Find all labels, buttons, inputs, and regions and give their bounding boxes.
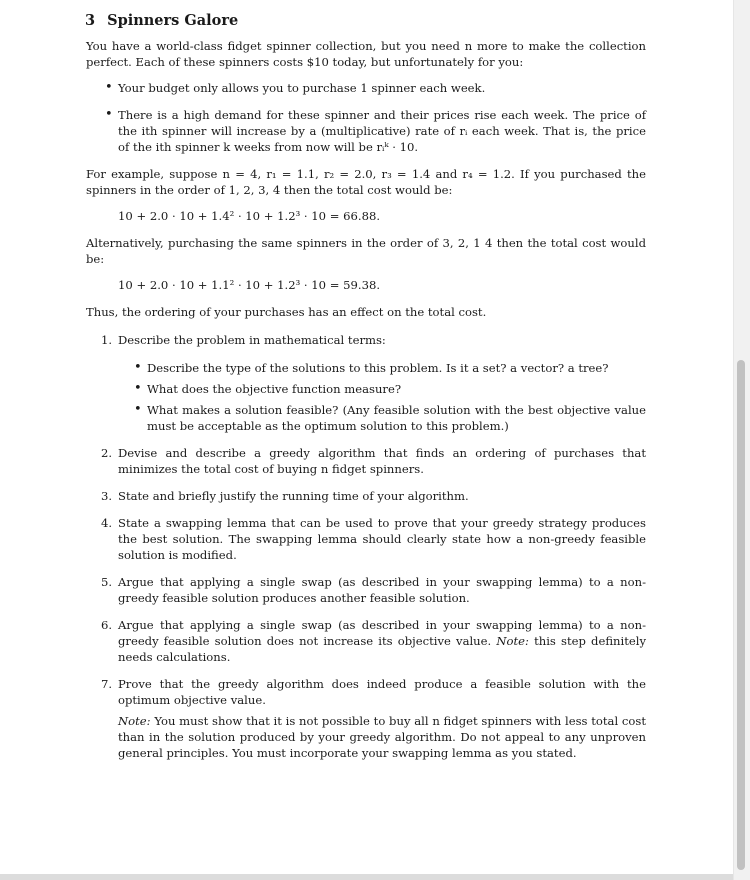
note-label: Note:: [496, 634, 529, 648]
equation-second-order: 10 + 2.0 · 10 + 1.1² · 10 + 1.2³ · 10 = 59.38.: [118, 278, 381, 292]
section-title: Spinners Galore: [107, 12, 239, 29]
task-item-2: [101, 445, 646, 477]
task-item-6: [101, 617, 647, 665]
bottom-edge: [0, 874, 733, 880]
example-paragraph: For example, suppose n = 4, r₁ = 1.1, r₂ = 2.0, r₃ = 1.4 and r₄ = 1.2. If you purchased the spinners in the order of 1, 2, 3, 4 then the total cost would be:: [86, 167, 646, 197]
task-sublist: [118, 360, 646, 434]
intro-paragraph: You have a world-class fidget spinner collection, but you need n more to make the collection perfect. Each of these spinners costs $10 today, but unfortunately for you:: [86, 39, 646, 69]
task-item-5: [101, 574, 646, 606]
constraint-item-budget: • Your budget only allows you to purchase 1 spinner each week.: [118, 80, 646, 96]
task-text: Argue that applying a single swap (as described in your swapping lemma) to a non-greedy feasible solution produces another feasible solution.: [118, 575, 646, 605]
alternative-paragraph: Alternatively, purchasing the same spinners in the order of 3, 2, 1 4 then the total cost would be:: [86, 236, 646, 266]
subtask-feasibility: • What makes a solution feasible? (Any feasible solution with the best objective value must be acceptable as the optimum solution to this problem.): [147, 402, 646, 434]
subtask-solution-type: • Describe the type of the solutions to this problem. Is it a set? a vector? a tree?: [147, 360, 646, 376]
task-text: Argue that applying a single swap (as described in your swapping lemma) to a non-greedy feasible solution does not increase its objective value.: [118, 618, 646, 648]
task-marker: 2.: [101, 446, 113, 460]
section-heading: [85, 13, 646, 29]
task-marker: 3.: [101, 489, 113, 503]
task-marker: 4.: [101, 516, 113, 530]
task-text: Prove that the greedy algorithm does indeed produce a feasible solution with the optimum objective value.: [118, 677, 646, 707]
task-marker: 5.: [101, 575, 113, 589]
section-number: 3: [85, 12, 96, 29]
constraint-item-price: • There is a high demand for these spinner and their prices rise each week. The price of the ith spinner will increase by a (multiplicative) rate of rᵢ each week. That is, the price of the ith spinner k weeks from now will be rᵢᵏ · 10.: [118, 107, 646, 155]
task-item-4: [101, 515, 646, 563]
task-marker: 1.: [101, 333, 113, 347]
conclusion-paragraph: Thus, the ordering of your purchases has an effect on the total cost.: [86, 305, 487, 319]
task-item-7: [101, 676, 646, 761]
constraint-list: [86, 80, 646, 155]
task-item-1: [101, 332, 646, 434]
equation-first-order: 10 + 2.0 · 10 + 1.4² · 10 + 1.2³ · 10 = 66.88.: [118, 209, 381, 223]
task-marker: 6.: [101, 618, 113, 632]
task-text: Devise and describe a greedy algorithm that finds an ordering of purchases that minimizes the total cost of buying n fidget spinners.: [118, 446, 646, 476]
task-list: [86, 332, 646, 761]
task-note: [118, 713, 646, 761]
subtask-objective: • What does the objective function measure?: [147, 381, 646, 397]
document-content: [86, 10, 646, 772]
task-text: State a swapping lemma that can be used to prove that your greedy strategy produces the best solution. The swapping lemma should clearly state how a non-greedy feasible solution is modified.: [118, 516, 646, 562]
note-text: this step definitely needs calculations.: [118, 634, 647, 664]
task-marker: 7.: [101, 677, 113, 691]
note-text: You must show that it is not possible to buy all n fidget spinners with less total cost than in the solution produced by your greedy algorithm. Do not appeal to any unproven general principles. You must incorporate your swapping lemma as you stated.: [118, 714, 646, 760]
note-label: Note:: [118, 714, 151, 728]
task-text: Describe the problem in mathematical terms:: [118, 333, 386, 347]
task-item-3: [101, 488, 646, 504]
task-text: State and briefly justify the running time of your algorithm.: [118, 489, 469, 503]
scrollbar-thumb[interactable]: [737, 360, 745, 870]
